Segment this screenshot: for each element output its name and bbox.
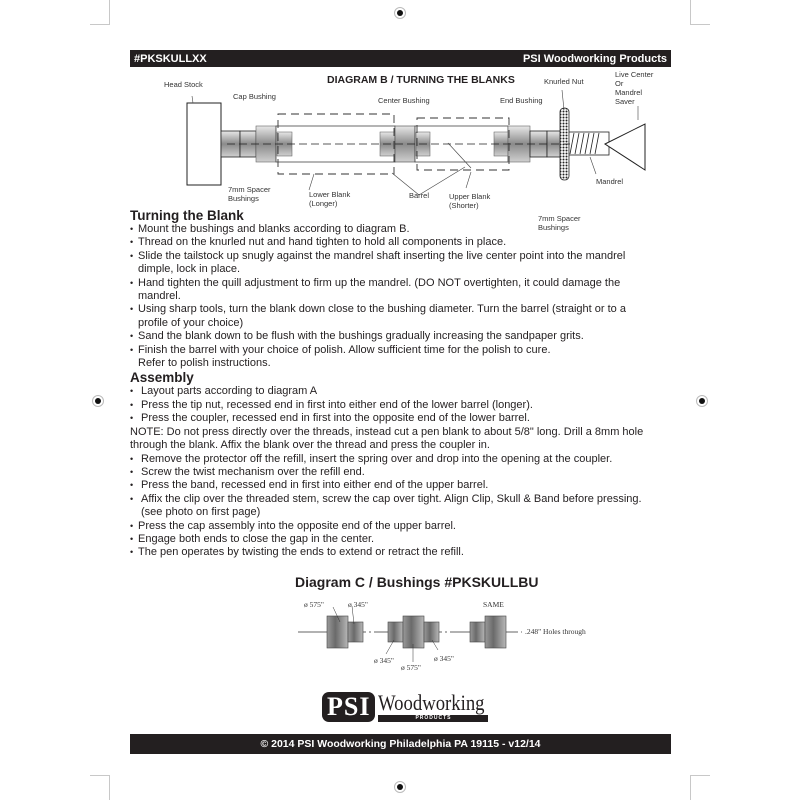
product-sku: #PKSKULLXX: [134, 52, 207, 65]
label-cap-bushing: Cap Bushing: [233, 92, 276, 101]
crop-mark-bl-h: [90, 775, 110, 776]
crop-mark-tl-h: [90, 24, 110, 25]
diagram-c-title: Diagram C / Bushings #PKSKULLBU: [295, 574, 539, 590]
crop-mark-br-v: [690, 776, 691, 800]
label-spacer-left: 7mm Spacer Bushings: [228, 185, 271, 203]
headstock-shape: [187, 103, 221, 185]
registration-mark-left: [92, 395, 104, 407]
label-live-center: Live Center Or Mandrel Saver: [615, 70, 654, 106]
turning-title: Turning the Blank: [130, 208, 244, 223]
label-same: SAME: [483, 600, 504, 609]
list-item: • Press the cap assembly into the opposite end of the upper barrel.: [130, 520, 675, 533]
list-item: • Remove the protector off the refill, insert the spring over and drop into the opening at the coupler.: [130, 453, 675, 466]
bushing-left-large: [327, 616, 348, 648]
crop-mark-br-h: [690, 775, 710, 776]
crop-mark-tl-v: [109, 0, 110, 24]
label-spacer-right: 7mm Spacer Bushings: [538, 214, 581, 232]
copyright-text: © 2014 PSI Woodworking Philadelphia PA 19115 - v12/14: [260, 738, 541, 750]
diagram-c: [290, 592, 620, 672]
live-center-shape: [605, 124, 645, 170]
list-item-cont: dimple, lock in place.: [138, 263, 241, 276]
list-item: • Layout parts according to diagram A: [130, 385, 675, 398]
list-item: • Affix the clip over the threaded stem, screw the cap over tight. Align Clip, Skull & Band before pressing.: [130, 493, 675, 506]
bushing-left-small: [348, 622, 363, 642]
list-item: • Screw the twist mechanism over the refill end.: [130, 466, 675, 479]
logo-psi-mark: PSI: [322, 692, 375, 722]
label-head-stock: Head Stock: [164, 80, 203, 89]
instructions: [130, 208, 675, 560]
label-d575-bottom: ø 575": [401, 663, 421, 672]
registration-mark-right: [696, 395, 708, 407]
list-item: • Press the tip nut, recessed end in first into either end of the lower barrel (longer).: [130, 399, 675, 412]
label-knurled-nut: Knurled Nut: [544, 77, 584, 86]
registration-mark-bottom: [394, 781, 406, 793]
logo-woodworking: Woodworking: [378, 690, 486, 715]
note-line: NOTE: Do not press directly over the threads, instead cut a pen blank to about 5/8" long. Drill a 8mm hole: [130, 425, 644, 438]
list-item: • Using sharp tools, turn the blank down close to the bushing diameter. Turn the barrel (straight or to a: [130, 303, 675, 316]
list-item: • Thread on the knurled nut and hand tighten to hold all components in place.: [130, 236, 675, 249]
label-lower-blank: Lower Blank (Longer): [309, 190, 351, 208]
label-mandrel: Mandrel: [596, 177, 624, 186]
diagram-b-title: DIAGRAM B / TURNING THE BLANKS: [327, 74, 515, 86]
label-d345-bottom-left: ø 345": [374, 656, 394, 665]
list-item: • Engage both ends to close the gap in the center.: [130, 533, 675, 546]
list-item-cont: Refer to polish instructions.: [138, 357, 271, 370]
list-item-cont: mandrel.: [138, 290, 181, 303]
list-item: • Mount the bushings and blanks according to diagram B.: [130, 223, 675, 236]
label-holes-through: .248" Holes through: [525, 627, 586, 636]
list-item: • Press the coupler, recessed end in first into the opposite end of the lower barrel.: [130, 412, 675, 425]
list-item-cont: profile of your choice): [138, 316, 244, 329]
turning-list: [130, 223, 675, 370]
assembly-title: Assembly: [130, 370, 194, 386]
note-line: through the blank. Affix the blank over the thread and press the coupler in.: [130, 439, 490, 452]
brand-name: PSI Woodworking Products: [522, 52, 667, 65]
label-d575-left: ø 575": [304, 600, 324, 609]
list-item: • Slide the tailstock up snugly against the mandrel shaft inserting the live center point into the mandrel: [130, 250, 675, 263]
label-d345-bottom-right: ø 345": [434, 654, 454, 663]
label-center-bushing: Center Bushing: [378, 96, 430, 105]
list-item: • The pen operates by twisting the ends to extend or retract the refill.: [130, 546, 675, 559]
label-barrel: Barrel: [409, 191, 430, 200]
list-item: • Sand the blank down to be flush with the bushings gradually increasing the sandpaper grits.: [130, 330, 675, 343]
bushing-right-large: [485, 616, 506, 648]
header-bar: [130, 50, 671, 67]
crop-mark-tr-v: [690, 0, 691, 24]
psi-logo: [322, 684, 504, 722]
list-item: • Press the band, recessed end in first into either end of the upper barrel.: [130, 479, 675, 492]
bushing-center-large: [403, 616, 424, 648]
logo-products: PRODUCTS: [378, 715, 488, 722]
assembly-list: [130, 385, 675, 559]
bushing-right-small: [470, 622, 485, 642]
crop-mark-tr-h: [690, 24, 710, 25]
bushing-center-left: [388, 622, 403, 642]
footer-bar: [130, 734, 671, 754]
label-d345-top: ø 345": [348, 600, 368, 609]
list-item: • Finish the barrel with your choice of polish. Allow sufficient time for the polish to cure.: [130, 344, 675, 357]
label-upper-blank: Upper Blank (Shorter): [449, 192, 491, 210]
label-end-bushing: End Bushing: [500, 96, 543, 105]
list-item-cont: (see photo on first page): [141, 506, 261, 519]
bushing-center-right: [424, 622, 439, 642]
list-item: • Hand tighten the quill adjustment to firm up the mandrel. (DO NOT overtighten, it could damage the: [130, 277, 675, 290]
crop-mark-bl-v: [109, 776, 110, 800]
registration-mark-top: [394, 7, 406, 19]
